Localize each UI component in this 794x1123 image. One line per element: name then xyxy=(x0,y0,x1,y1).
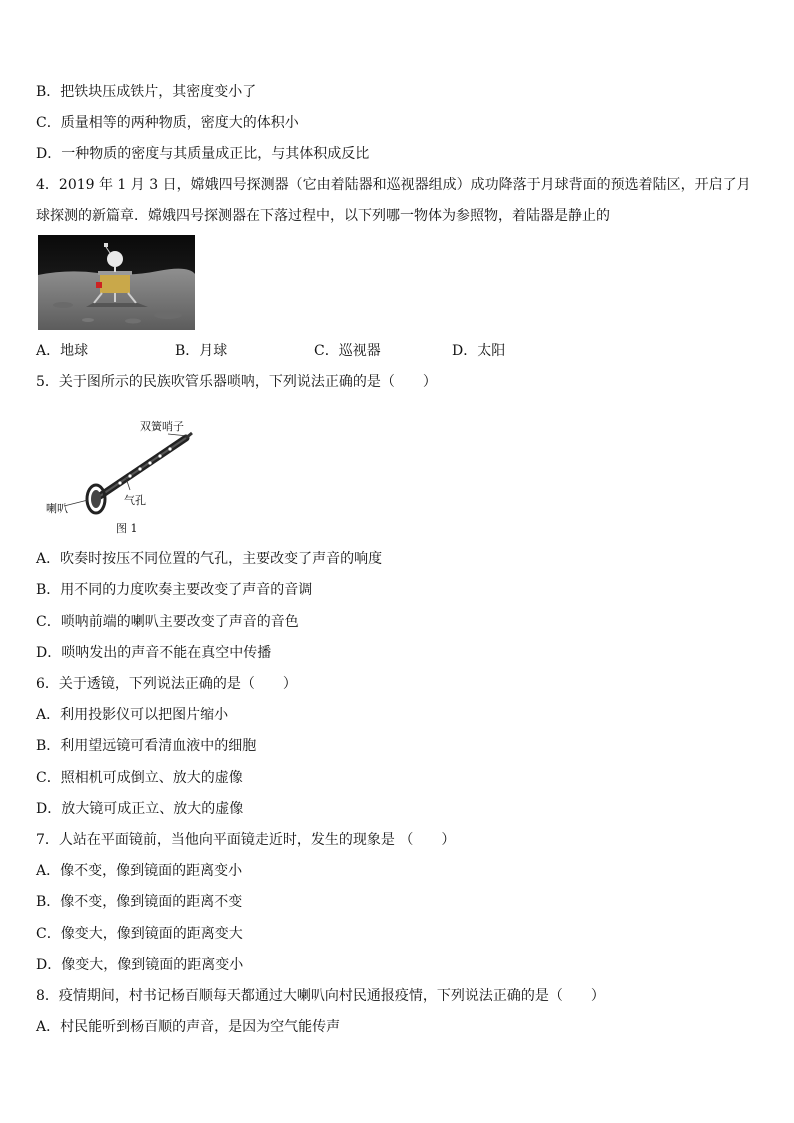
q4-option-c: C．巡视器 xyxy=(314,343,381,359)
q4-option-d: D．太阳 xyxy=(452,343,506,359)
q7-option-a: A．像不变，像到镜面的距离变小 xyxy=(36,863,243,879)
q6-option-a: A．利用投影仪可以把图片缩小 xyxy=(36,707,229,723)
hole-label: 气孔 xyxy=(124,494,146,507)
q7-stem: 7．人站在平面镜前，当他向平面镜走近时，发生的现象是 （ ） xyxy=(36,832,456,848)
q4-option-a: A．地球 xyxy=(36,343,89,359)
q6-option-b: B．利用望远镜可看清血液中的细胞 xyxy=(36,738,257,754)
q3-option-c: C．质量相等的两种物质，密度大的体积小 xyxy=(36,115,299,131)
q6-option-c: C．照相机可成倒立、放大的虚像 xyxy=(36,770,243,786)
suona-figure xyxy=(40,408,200,538)
figure-caption: 图 1 xyxy=(116,522,138,535)
q6-option-d: D．放大镜可成正立、放大的虚像 xyxy=(36,801,244,817)
q4-stem: 4．2019 年 1 月 3 日，嫦娥四号探测器（它由着陆器和巡视器组成）成功降落于月球背面的预选着陆区，开启了月球探测的新篇章．嫦娥四号探测器在下落过程中，以下列哪一物体为参照物，着陆器是静止的 xyxy=(36,177,751,224)
q5-option-a: A．吹奏时按压不同位置的气孔，主要改变了声音的响度 xyxy=(36,551,383,567)
q5-option-d: D．唢呐发出的声音不能在真空中传播 xyxy=(36,645,272,661)
q8-option-a: A．村民能听到杨百顺的声音，是因为空气能传声 xyxy=(36,1019,341,1035)
q5-option-c: C．唢呐前端的喇叭主要改变了声音的音色 xyxy=(36,614,299,630)
q4-options xyxy=(36,341,556,361)
q7-option-c: C．像变大，像到镜面的距离变大 xyxy=(36,926,243,942)
q7-option-b: B．像不变，像到镜面的距离不变 xyxy=(36,894,243,910)
reed-label: 双簧哨子 xyxy=(140,420,184,433)
q7-option-d: D．像变大，像到镜面的距离变小 xyxy=(36,957,244,973)
q8-stem: 8．疫情期间，村书记杨百顺每天都通过大喇叭向村民通报疫情，下列说法正确的是（ ） xyxy=(36,988,605,1004)
q6-stem: 6．关于透镜，下列说法正确的是（ ） xyxy=(36,676,297,692)
q3-option-b: B．把铁块压成铁片，其密度变小了 xyxy=(36,84,257,100)
lunar-lander-photo xyxy=(38,235,195,330)
q5-option-b: B．用不同的力度吹奏主要改变了声音的音调 xyxy=(36,582,313,598)
q5-stem: 5．关于图所示的民族吹管乐器唢呐，下列说法正确的是（ ） xyxy=(36,374,437,390)
horn-label: 喇叭 xyxy=(46,502,68,515)
q4-option-b: B．月球 xyxy=(175,343,228,359)
q3-option-d: D．一种物质的密度与其质量成正比，与其体积成反比 xyxy=(36,146,370,162)
